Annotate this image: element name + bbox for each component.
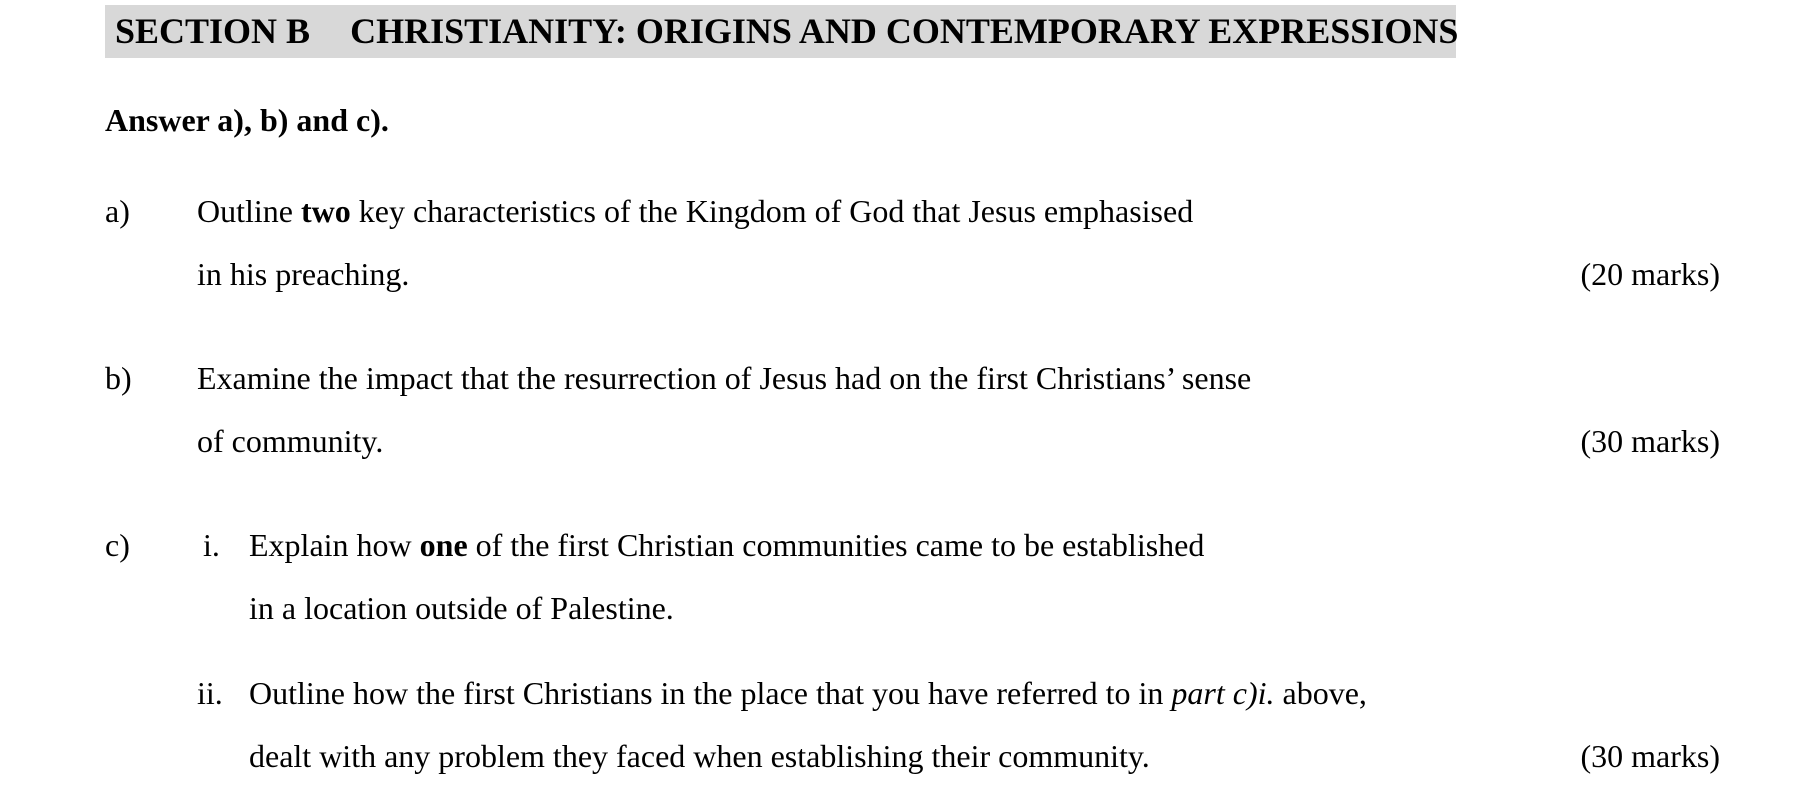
question-c-i-text: of the first Christian communities came to be established [467,527,1205,563]
question-c-ii-text: above, [1274,675,1367,711]
question-c-ii-text: dealt with any problem they faced when establishing their community. [249,738,1150,774]
question-a-marks: (20 marks) [1580,256,1720,292]
question-c [105,514,1720,788]
question-b-line1: Examine the impact that the resurrection of Jesus had on the first Christians’ sense [197,360,1252,396]
question-a [105,180,1720,306]
question-c-ii-italic-ref: part c)i. [1171,675,1275,711]
question-a-label: a) [105,193,130,229]
question-c-ii-label: ii. [197,675,223,711]
question-a-text: Outline [197,193,301,229]
question-c-i-line1 [249,514,1720,577]
question-c-ii-body [249,662,1720,788]
question-c-ii [197,662,1720,788]
question-b [105,347,1720,473]
question-a-body [197,180,1720,306]
question-a-bold-word: two [300,193,351,229]
question-c-i-label: i. [203,527,220,563]
question-a-text: key characteristics of the Kingdom of God that Jesus emphasised [350,193,1194,229]
question-c-i-body [249,514,1720,640]
section-label: SECTION B [115,11,311,51]
question-c-i-line2: in a location outside of Palestine. [249,590,674,626]
question-c-label: c) [105,527,130,563]
question-c-ii-line1 [249,662,1720,725]
question-b-label: b) [105,360,132,396]
question-a-line1 [197,180,1720,243]
question-b-marks: (30 marks) [1580,423,1720,459]
question-c-i-bold-word: one [419,527,468,563]
question-a-text: in his preaching. [197,256,410,292]
question-b-body [197,347,1720,473]
question-a-line2 [197,243,1720,306]
question-c-i-text: Explain how [249,527,420,563]
question-c-ii-marks: (30 marks) [1580,738,1720,774]
question-c-i [197,514,1720,640]
answer-instruction: Answer a), b) and c). [105,102,389,138]
section-title: CHRISTIANITY: ORIGINS AND CONTEMPORARY EXPRESSIONS [350,11,1459,51]
question-c-body [197,514,1720,788]
section-header-bar [105,5,1459,58]
question-b-line2 [197,410,1720,473]
question-c-ii-text: Outline how the first Christians in the place that you have referred to in [249,675,1172,711]
question-b-text: of community. [197,423,384,459]
question-c-ii-line2 [249,725,1720,788]
